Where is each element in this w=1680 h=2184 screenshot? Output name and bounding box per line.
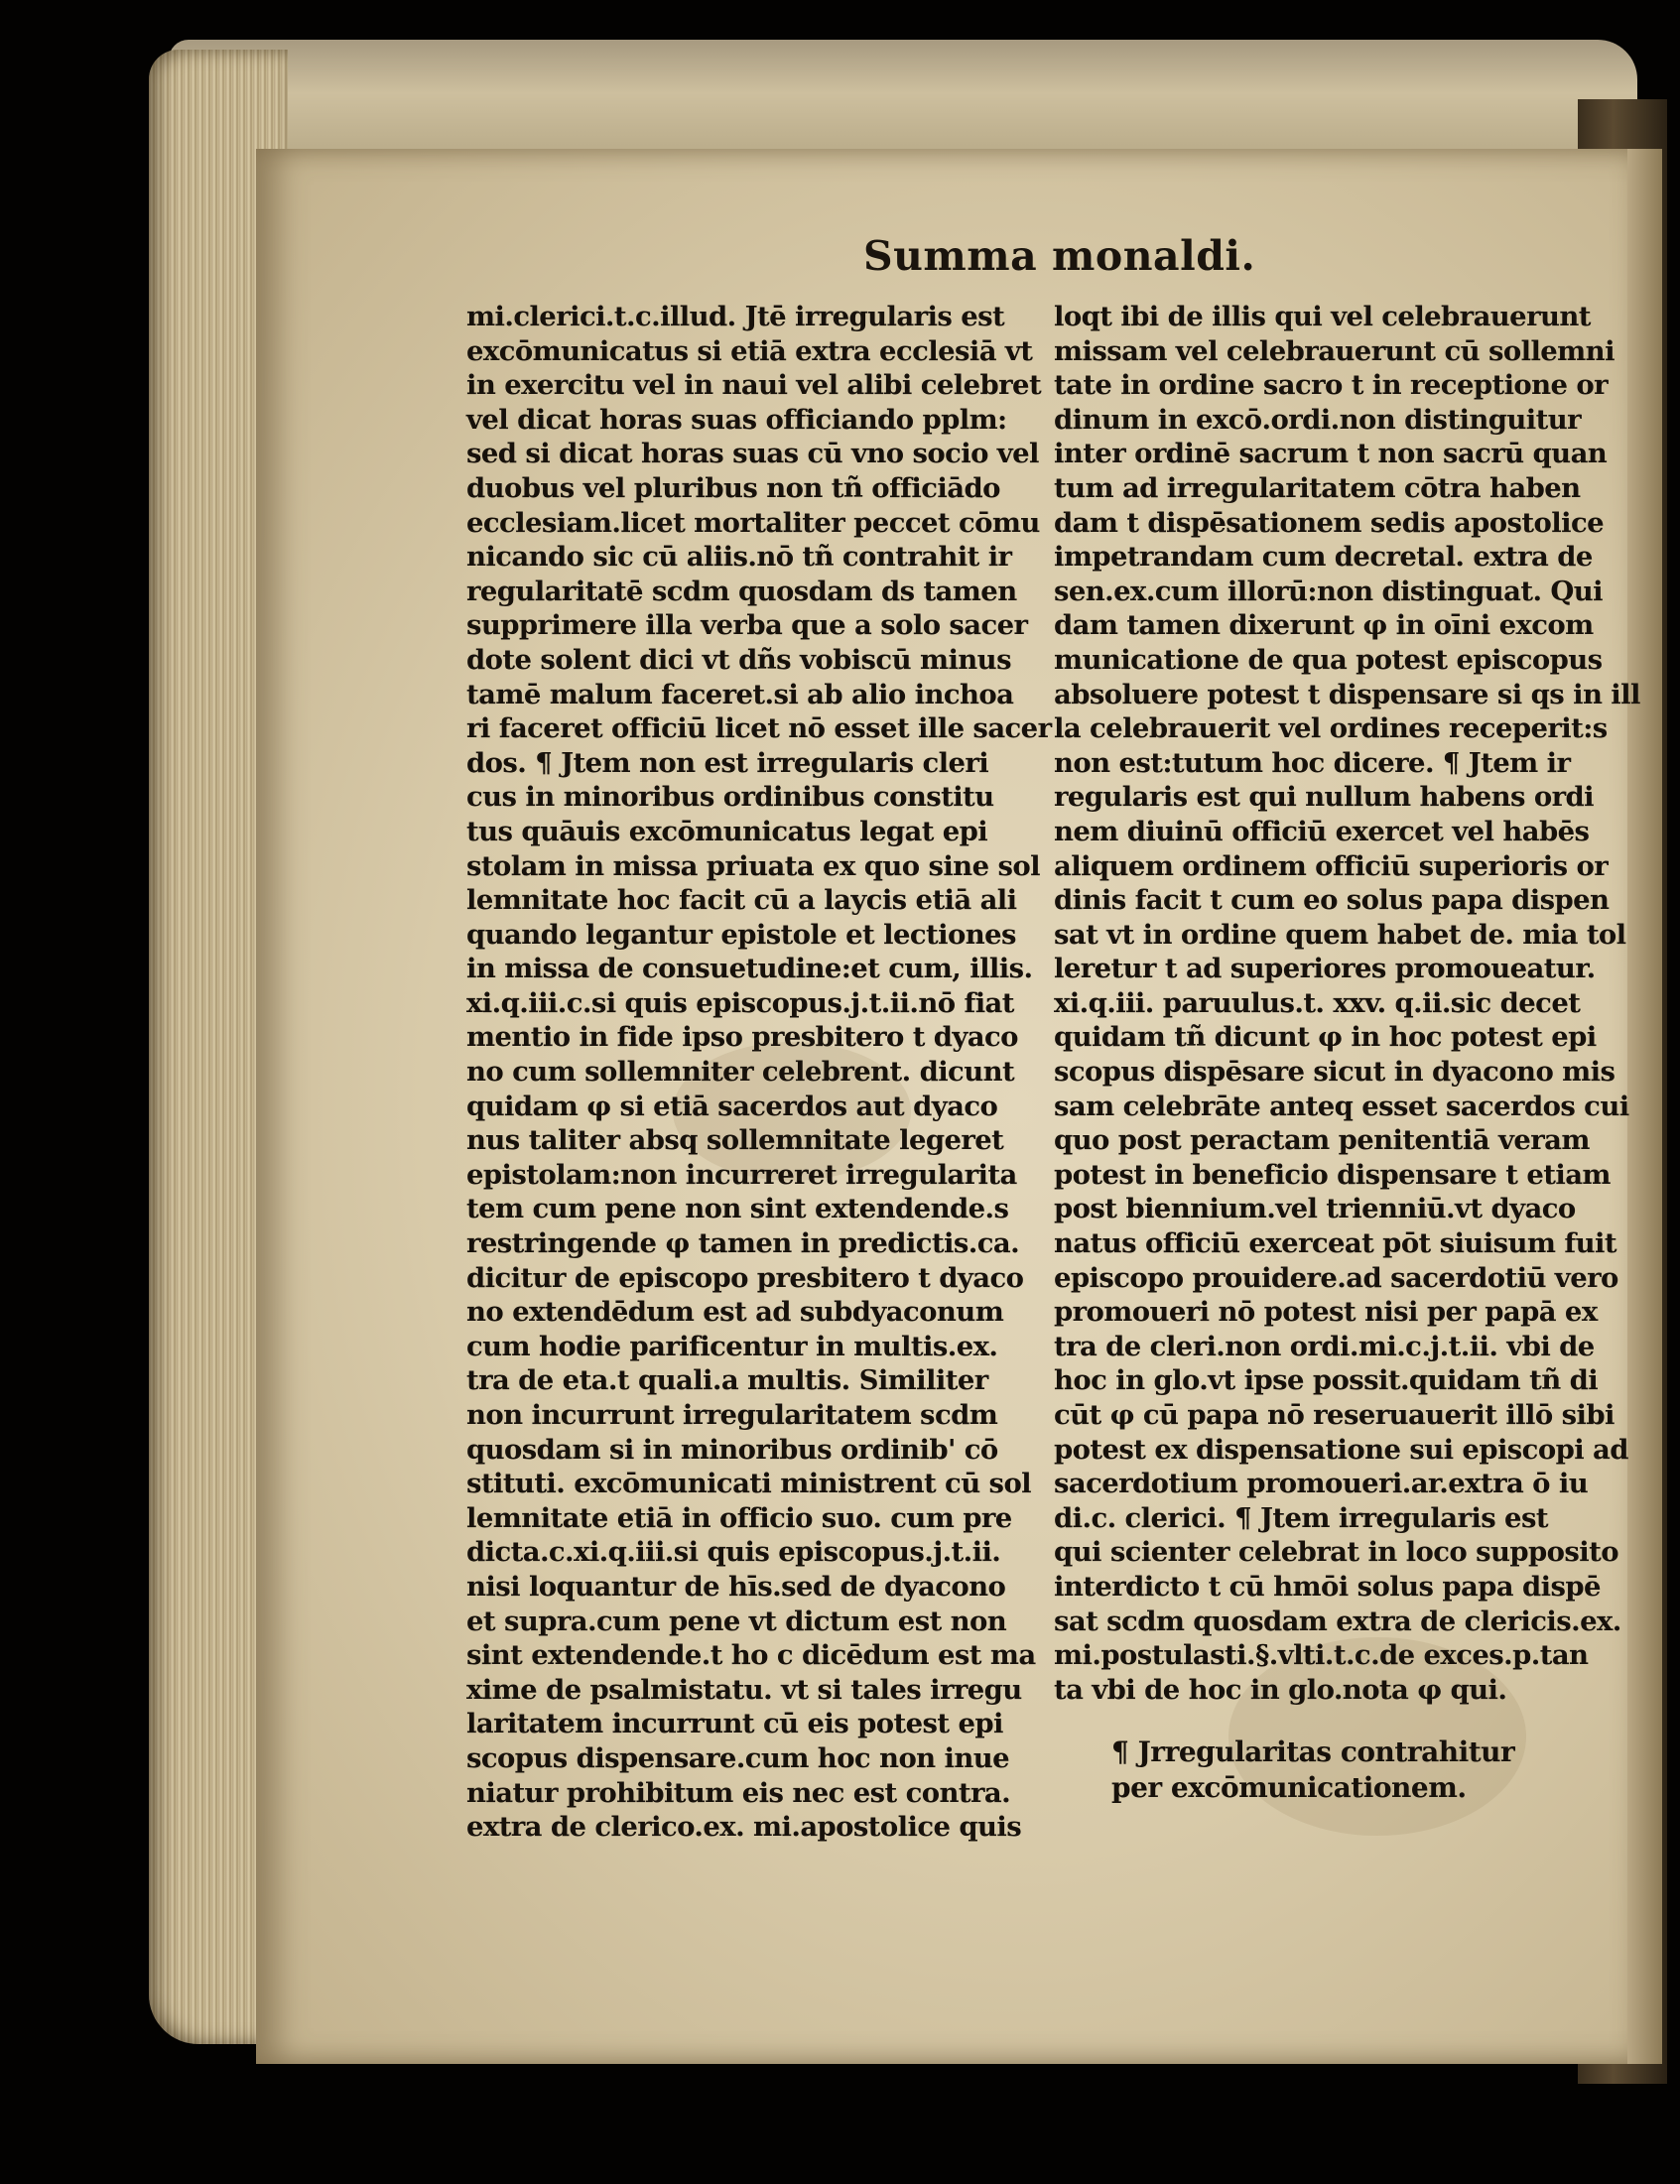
text-line: non incurrunt irregularitatem scdm xyxy=(466,1399,998,1431)
text-line: la celebrauerit vel ordines receperit:s xyxy=(1054,712,1608,745)
text-line: dam t dispēsationem sedis apostolice xyxy=(1054,506,1604,539)
page-block-top-edge xyxy=(169,40,1637,159)
text-line: sat vt in ordine quem habet de. mia tol xyxy=(1054,918,1626,951)
text-line: restringende φ tamen in predictis.ca. xyxy=(466,1227,1020,1260)
text-line: lemnitate hoc facit cū a laycis etiā ali xyxy=(466,884,1017,917)
text-line: quidam φ si etiā sacerdos aut dyaco xyxy=(466,1090,998,1122)
text-line: tus quāuis excōmunicatus legat epi xyxy=(466,815,988,847)
text-line: xi.q.iii.c.si quis episcopus.j.t.ii.nō fiat xyxy=(466,986,1014,1019)
text-line: xi.q.iii. paruulus.t. xxv. q.ii.sic decet xyxy=(1054,986,1581,1019)
text-line: dicta.c.xi.q.iii.si quis episcopus.j.t.ii. xyxy=(466,1536,1001,1569)
text-line: epistolam:non incurreret irregularita xyxy=(466,1158,1017,1191)
text-line: scopus dispēsare sicut in dyacono mis xyxy=(1054,1056,1615,1089)
text-line: no extendēdum est ad subdyaconum xyxy=(466,1296,1004,1329)
text-line: non est:tutum hoc dicere. ¶ Jtem ir xyxy=(1054,746,1571,779)
text-line: regularis est qui nullum habens ordi xyxy=(1054,781,1595,814)
text-line: dos. ¶ Jtem non est irregularis cleri xyxy=(466,746,989,779)
text-line: quando legantur epistole et lectiones xyxy=(466,918,1016,951)
text-line: lemnitate etiā in officio suo. cum pre xyxy=(466,1501,1012,1534)
text-line: sen.ex.cum illorū:non distinguat. Qui xyxy=(1054,575,1604,607)
text-line: natus officiū exerceat pōt siuisum fuit xyxy=(1054,1227,1616,1260)
text-line: aliquem ordinem officiū superioris or xyxy=(1054,849,1609,882)
text-line: sat scdm quosdam extra de clericis.ex. xyxy=(1054,1605,1621,1637)
text-line: et supra.cum pene vt dictum est non xyxy=(466,1605,1007,1637)
text-line: dote solent dici vt dñs vobiscū minus xyxy=(466,643,1011,676)
text-line: cus in minoribus ordinibus constitu xyxy=(466,781,994,814)
text-line: inter ordinē sacrum t non sacrū quan xyxy=(1054,438,1608,470)
text-line: niatur prohibitum eis nec est contra. xyxy=(466,1776,1011,1809)
text-line: duobus vel pluribus non tñ officiādo xyxy=(466,471,1000,504)
text-line: sam celebrāte anteq esset sacerdos cui xyxy=(1054,1090,1629,1122)
text-line: sint extendende.t ho c dicēdum est ma xyxy=(466,1639,1036,1672)
text-line: extra de clerico.ex. mi.apostolice quis xyxy=(466,1811,1022,1844)
text-line: dinis facit t cum eo solus papa dispen xyxy=(1054,884,1610,917)
text-line: nus taliter absq sollemnitate legeret xyxy=(466,1124,1004,1157)
text-line: missam vel celebrauerunt cū sollemni xyxy=(1054,334,1615,367)
text-line: cum hodie parificentur in multis.ex. xyxy=(466,1330,998,1362)
text-line: ecclesiam.licet mortaliter peccet cōmu xyxy=(466,506,1040,539)
text-line: promoueri nō potest nisi per papā ex xyxy=(1054,1296,1598,1329)
text-line: di.c. clerici. ¶ Jtem irregularis est xyxy=(1054,1501,1548,1534)
text-line: stolam in missa priuata ex quo sine sol xyxy=(466,849,1040,882)
text-line: excōmunicatus si etiā extra ecclesiā vt xyxy=(466,334,1033,367)
text-line: dam tamen dixerunt φ in oīni excom xyxy=(1054,609,1594,642)
text-line: no cum sollemniter celebrent. dicunt xyxy=(466,1056,1015,1089)
text-line: mi.postulasti.§.vlti.t.c.de exces.p.tan xyxy=(1054,1639,1589,1672)
text-line: mentio in fide ipso presbitero t dyaco xyxy=(466,1021,1018,1054)
text-line: hoc in glo.vt ipse possit.quidam tñ di xyxy=(1054,1364,1599,1397)
text-line: laritatem incurrunt cū eis potest epi xyxy=(466,1708,1003,1740)
text-line: interdicto t cū hmōi solus papa dispē xyxy=(1054,1570,1601,1603)
left-text-column xyxy=(466,300,1051,1845)
text-line: in missa de consuetudine:et cum, illis. xyxy=(466,953,1033,985)
text-line: tra de cleri.non ordi.mi.c.j.t.ii. vbi de xyxy=(1054,1330,1595,1362)
text-line: nisi loquantur de hīs.sed de dyacono xyxy=(466,1570,1006,1603)
text-line: cūt φ cū papa nō reseruauerit illō sibi xyxy=(1054,1399,1615,1431)
text-line: potest in beneficio dispensare t etiam xyxy=(1054,1158,1611,1191)
right-text-column xyxy=(1054,300,1640,1707)
text-line: leretur t ad superiores promoueatur. xyxy=(1054,953,1596,985)
text-line: quo post peractam penitentiā veram xyxy=(1054,1124,1590,1157)
text-line: tate in ordine sacro t in receptione or xyxy=(1054,369,1609,402)
text-line: vel dicat horas suas officiando pplm: xyxy=(466,403,1007,436)
text-line: quosdam si in minoribus ordinib' cō xyxy=(466,1433,998,1466)
text-line: potest ex dispensatione sui episcopi ad xyxy=(1054,1433,1628,1466)
text-line: ri faceret officiū licet nō esset ille sacer xyxy=(466,712,1052,745)
rubric-line: per excōmunicationem. xyxy=(1111,1771,1467,1804)
text-line: in exercitu vel in naui vel alibi celebret xyxy=(466,369,1042,402)
text-line: nicando sic cū aliis.nō tñ contrahit ir xyxy=(466,541,1012,574)
text-line: tem cum pene non sint extendende.s xyxy=(466,1193,1009,1225)
text-line: tamē malum faceret.si ab alio inchoa xyxy=(466,678,1014,710)
text-line: impetrandam cum decretal. extra de xyxy=(1054,541,1593,574)
text-line: xime de psalmistatu. vt si tales irregu xyxy=(466,1673,1022,1706)
text-line: tra de eta.t quali.a multis. Similiter xyxy=(466,1364,988,1397)
text-line: absoluere potest t dispensare si qs in ill xyxy=(1054,678,1640,710)
text-line: sed si dicat horas suas cū vno socio vel xyxy=(466,438,1039,470)
text-line: episcopo prouidere.ad sacerdotiū vero xyxy=(1054,1261,1618,1294)
text-line: regularitatē scdm quosdam ds tamen xyxy=(466,575,1017,607)
text-line: municatione de qua potest episcopus xyxy=(1054,643,1603,676)
section-rubric xyxy=(1111,1734,1514,1806)
text-line: tum ad irregularitatem cōtra haben xyxy=(1054,471,1581,504)
running-head: Summa monaldi. xyxy=(863,232,1256,280)
text-line: sacerdotium promoueri.ar.extra ō iu xyxy=(1054,1468,1589,1500)
text-line: mi.clerici.t.c.illud. Jtē irregularis est xyxy=(466,301,1005,332)
text-line: dicitur de episcopo presbitero t dyaco xyxy=(466,1261,1024,1294)
text-line: nem diuinū officiū exercet vel habēs xyxy=(1054,815,1590,847)
text-line: supprimere illa verba que a solo sacer xyxy=(466,609,1028,642)
text-line: ta vbi de hoc in glo.nota φ qui. xyxy=(1054,1673,1507,1706)
text-line: loqt ibi de illis qui vel celebrauerunt xyxy=(1054,301,1591,332)
text-line: post biennium.vel trienniū.vt dyaco xyxy=(1054,1193,1576,1225)
text-line: dinum in excō.ordi.non distinguitur xyxy=(1054,403,1582,436)
text-line: stituti. excōmunicati ministrent cū sol xyxy=(466,1468,1032,1500)
text-line: qui scienter celebrat in loco supposito xyxy=(1054,1536,1618,1569)
rubric-line: ¶ Jrregularitas contrahitur xyxy=(1111,1735,1515,1768)
text-line: scopus dispensare.cum hoc non inue xyxy=(466,1741,1010,1774)
text-line: quidam tñ dicunt φ in hoc potest epi xyxy=(1054,1021,1597,1054)
